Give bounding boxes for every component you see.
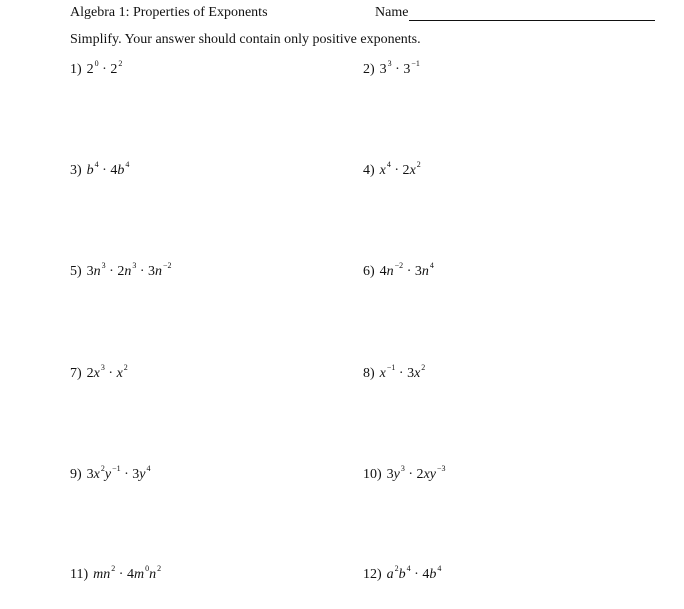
problem-4 [363,160,421,179]
problem-number: 5) [70,264,82,279]
problem-number: 1) [70,62,82,77]
problem-expression: $a^2b^4 \cdot 4b^4$ [386,564,442,582]
problem-expression: $x^4 \cdot 2x^2$ [379,160,421,178]
problem-expression: $3^3 \cdot 3^{-1}$ [379,59,420,77]
instructions: Simplify. Your answer should contain only positive exponents. [70,32,421,47]
problem-number: 12) [363,567,382,582]
problem-5 [70,261,172,280]
problem-7 [70,363,128,382]
problem-expression: $3y^3 \cdot 2xy^{-3}$ [386,464,446,482]
problem-number: 4) [363,163,375,178]
problem-expression: $x^{-1} \cdot 3x^2$ [379,363,426,381]
problem-3 [70,160,130,179]
problem-number: 8) [363,366,375,381]
problem-expression: $mn^2 \cdot 4m^0n^2$ [93,564,162,582]
problem-number: 6) [363,264,375,279]
worksheet-title: Algebra 1: Properties of Exponents [70,5,268,20]
problem-number: 11) [70,567,89,582]
problem-2 [363,59,420,78]
problem-number: 10) [363,467,382,482]
problem-10 [363,464,446,483]
problem-expression: $3n^3 \cdot 2n^3 \cdot 3n^{-2}$ [86,261,172,279]
problem-9 [70,464,151,483]
problem-expression: $2^0 \cdot 2^2$ [86,59,123,77]
problem-number: 9) [70,467,82,482]
problem-expression: $2x^3 \cdot x^2$ [86,363,128,381]
problem-1 [70,59,123,78]
problem-12 [363,564,442,583]
problem-number: 7) [70,366,82,381]
problem-expression: $b^4 \cdot 4b^4$ [86,160,130,178]
problem-expression: $4n^{-2} \cdot 3n^4$ [379,261,434,279]
problem-6 [363,261,434,280]
problem-number: 2) [363,62,375,77]
problem-number: 3) [70,163,82,178]
problem-8 [363,363,426,382]
problem-expression: $3x^2y^{-1} \cdot 3y^4$ [86,464,151,482]
problem-11 [70,564,162,583]
name-underline [409,20,655,21]
name-label: Name [375,5,409,20]
